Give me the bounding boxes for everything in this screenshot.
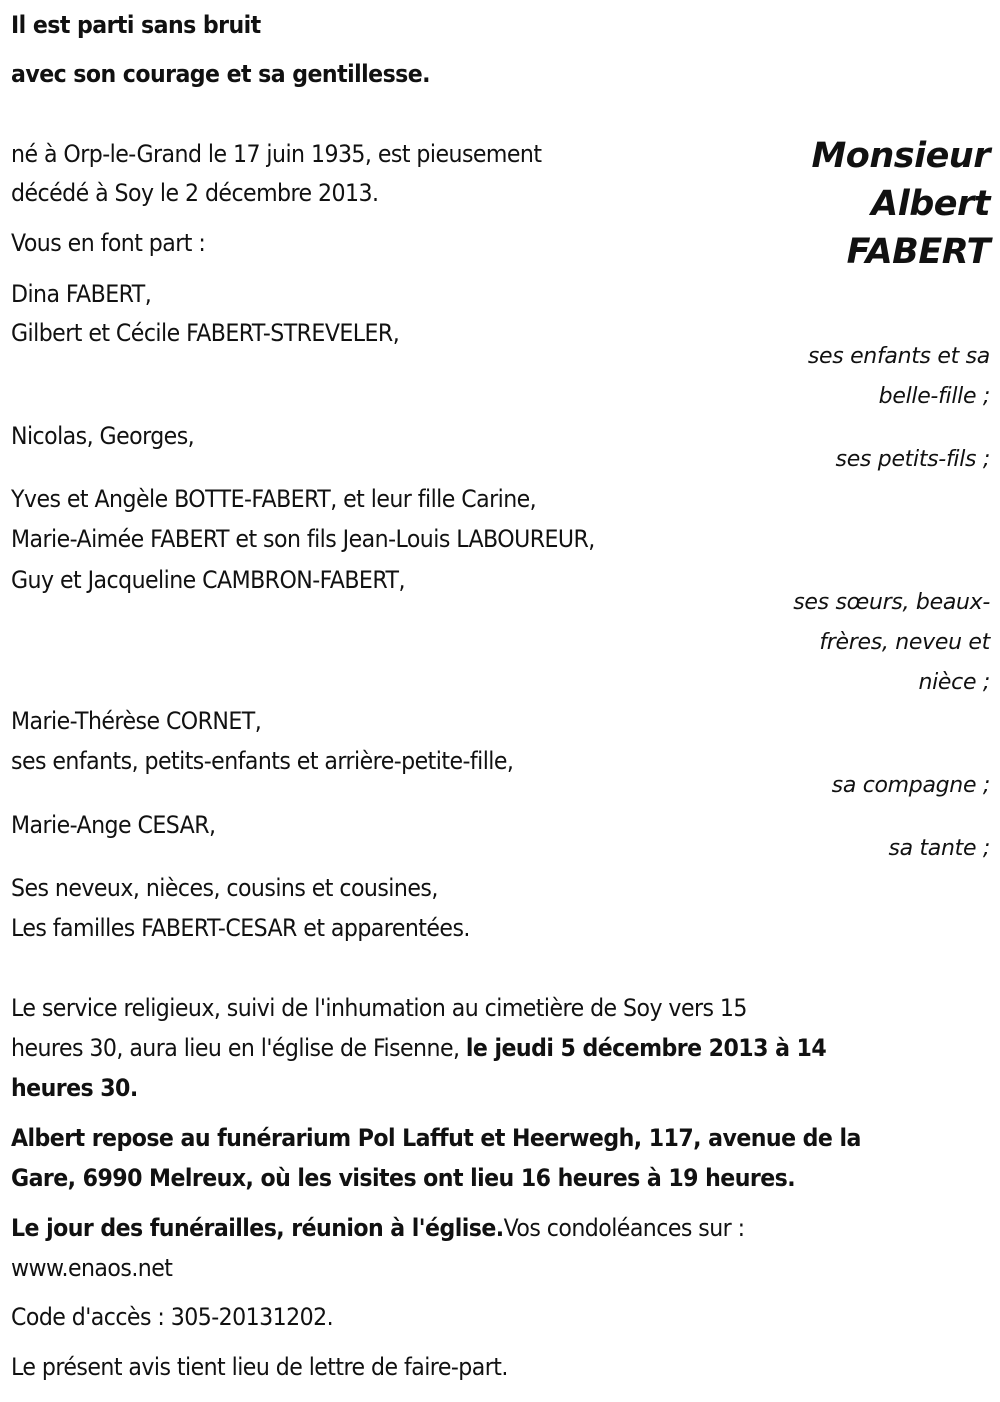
deceased-last-name: FABERT xyxy=(846,232,990,272)
family-name: Ses neveux, nièces, cousins et cousines, xyxy=(11,874,438,902)
service-location: heures 30, aura lieu en l'église de Fisenne, xyxy=(11,1034,466,1062)
funerarium-line-1: Albert repose au funérarium Pol Laffut et Heerwegh, 117, avenue de la xyxy=(11,1124,861,1152)
relation-label: ses enfants et sa xyxy=(807,344,990,369)
service-line-2 xyxy=(11,1033,826,1063)
relation-label: sa tante ; xyxy=(888,836,990,861)
family-name: Les familles FABERT-CESAR et apparentées. xyxy=(11,914,470,942)
relation-label: ses sœurs, beaux- xyxy=(793,590,990,615)
relation-label: nièce ; xyxy=(918,670,990,695)
service-date: le jeudi 5 décembre 2013 à 14 xyxy=(465,1034,827,1062)
family-name: Marie-Ange CESAR, xyxy=(11,811,216,839)
family-name: Dina FABERT, xyxy=(11,280,152,308)
condolences-line xyxy=(11,1213,745,1243)
deceased-first-name: Albert xyxy=(871,184,990,224)
service-time: heures 30. xyxy=(11,1074,138,1102)
family-name: Marie-Thérèse CORNET, xyxy=(11,707,262,735)
relation-label: ses petits-fils ; xyxy=(835,447,990,472)
relation-label: belle-fille ; xyxy=(878,384,990,409)
family-name: Nicolas, Georges, xyxy=(11,422,195,450)
service-line-1: Le service religieux, suivi de l'inhumation au cimetière de Soy vers 15 xyxy=(11,994,747,1022)
condolences-website[interactable]: www.enaos.net xyxy=(11,1254,173,1282)
deceased-title: Monsieur xyxy=(811,136,990,176)
notice-line: Le présent avis tient lieu de lettre de faire-part. xyxy=(11,1353,508,1381)
epigraph-line-1: Il est parti sans bruit xyxy=(11,11,261,39)
access-code: Code d'accès : 305-20131202. xyxy=(11,1303,334,1331)
announce-line: Vous en font part : xyxy=(11,229,206,257)
family-name: Guy et Jacqueline CAMBRON-FABERT, xyxy=(11,566,405,594)
family-name: Marie-Aimée FABERT et son fils Jean-Louis LABOUREUR, xyxy=(11,525,595,553)
relation-label: sa compagne ; xyxy=(831,773,990,798)
family-name: Yves et Angèle BOTTE-FABERT, et leur fille Carine, xyxy=(11,485,537,513)
epigraph-line-2: avec son courage et sa gentillesse. xyxy=(11,60,431,88)
funeral-meeting-note: Le jour des funérailles, réunion à l'église. xyxy=(11,1214,504,1242)
family-name: ses enfants, petits-enfants et arrière-petite-fille, xyxy=(11,747,514,775)
death-line: décédé à Soy le 2 décembre 2013. xyxy=(11,179,379,207)
condolences-text: Vos condoléances sur : xyxy=(503,1214,745,1242)
relation-label: frères, neveu et xyxy=(819,630,990,655)
family-name: Gilbert et Cécile FABERT-STREVELER, xyxy=(11,319,400,347)
funerarium-line-2: Gare, 6990 Melreux, où les visites ont lieu 16 heures à 19 heures. xyxy=(11,1164,796,1192)
birth-line: né à Orp-le-Grand le 17 juin 1935, est pieusement xyxy=(11,140,542,168)
